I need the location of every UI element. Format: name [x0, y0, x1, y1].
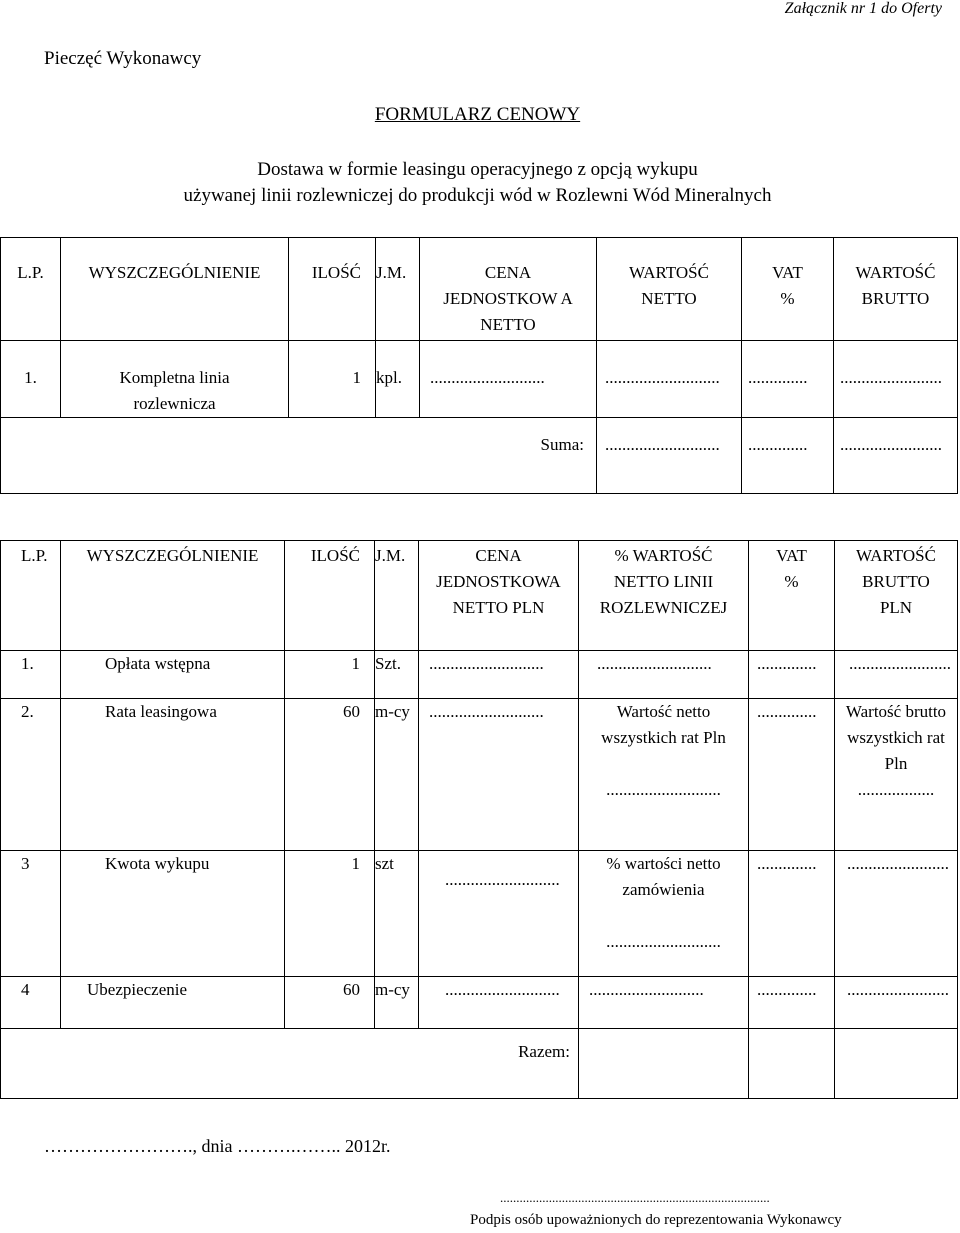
cell-unit: szt [375, 851, 419, 977]
cell-net-value [579, 699, 749, 851]
cell-quantity: 60 [285, 977, 375, 1029]
col-header-net-value: WARTOŚĆ NETTO [597, 238, 742, 341]
cell-lp: 2. [1, 699, 61, 851]
col-header-gross-value: WARTOŚĆ BRUTTO PLN [835, 541, 958, 651]
table-row [1, 977, 958, 1029]
price-table-line [0, 237, 958, 494]
net-order-percent-label: % wartości netto zamówienia [606, 854, 721, 899]
cell-quantity: 1 [285, 851, 375, 977]
subtitle-line-2: używanej linii rozlewniczej do produkcji wód w Rozlewni Wód Mineralnych [183, 185, 772, 206]
cell-unit-price: ........................... [419, 851, 579, 977]
subtitle-line-1: Dostawa w formie leasingu operacyjnego z opcją wykupu [257, 159, 698, 180]
col-header-vat: VAT % [749, 541, 835, 651]
cell-unit: Szt. [375, 651, 419, 699]
sum-label: Suma: [1, 418, 597, 494]
cell-unit: m-cy [375, 977, 419, 1029]
cell-unit-price: ........................... [419, 651, 579, 699]
form-title: FORMULARZ CENOWY [374, 104, 581, 125]
gross-all-installments-label: Wartość brutto wszystkich rat Pln [845, 702, 947, 773]
col-header-unit-price: CENA JEDNOSTKOW A NETTO [420, 238, 597, 341]
table-row [1, 699, 958, 851]
cell-unit-price: ........................... [419, 699, 579, 851]
sum-row [1, 418, 958, 494]
sum-vat: .............. [742, 418, 834, 494]
form-subtitle [0, 157, 955, 209]
net-all-installments-label: Wartość netto wszystkich rat Pln [601, 702, 726, 747]
cell-net-value: ........................... [579, 977, 749, 1029]
total-label: Razem: [1, 1029, 579, 1099]
col-header-unit: J.M. [376, 238, 420, 341]
place-date-line: ……………………., dnia ……….…….. 2012r. [44, 1136, 391, 1156]
cell-gross-value: ........................ [835, 651, 958, 699]
cell-vat: .............. [749, 699, 835, 851]
signature-caption: Podpis osób upoważnionych do reprezentowania Wykonawcy [470, 1212, 842, 1228]
cell-vat: .............. [749, 651, 835, 699]
table-header-row [1, 238, 958, 341]
cell-gross-value: ........................ [835, 851, 958, 977]
cell-description: Kwota wykupu [61, 851, 285, 977]
cell-lp: 1. [1, 651, 61, 699]
table-row [1, 651, 958, 699]
table-header-row [1, 541, 958, 651]
col-header-vat: VAT % [742, 238, 834, 341]
cell-description: Rata leasingowa [61, 699, 285, 851]
cell-quantity: 1 [285, 651, 375, 699]
cell-gross-value: ........................ [835, 977, 958, 1029]
total-row [1, 1029, 958, 1099]
cell-net-value: ........................... [597, 341, 742, 418]
sum-gross-value: ........................ [834, 418, 958, 494]
net-order-percent-dots: ........................... [606, 932, 721, 951]
cell-description: Ubezpieczenie [61, 977, 285, 1029]
cell-description: Kompletna linia rozlewnicza [61, 341, 289, 418]
price-table-leasing [0, 540, 958, 1099]
cell-lp: 4 [1, 977, 61, 1029]
gross-all-installments-dots: .................. [857, 780, 935, 799]
cell-quantity: 60 [285, 699, 375, 851]
table-row [1, 341, 958, 418]
attachment-label: Załącznik nr 1 do Oferty [784, 0, 942, 17]
col-header-unit-price: CENA JEDNOSTKOWA NETTO PLN [419, 541, 579, 651]
cell-quantity: 1 [289, 341, 376, 418]
col-header-quantity: ILOŚĆ [285, 541, 375, 651]
signature-line: ................................................................................... [500, 1190, 770, 1205]
col-header-gross-value: WARTOŚĆ BRUTTO [834, 238, 958, 341]
contractor-stamp-label: Pieczęć Wykonawcy [44, 48, 202, 69]
sum-net-value: ........................... [597, 418, 742, 494]
net-all-installments-dots: ........................... [606, 780, 721, 799]
cell-description: Opłata wstępna [61, 651, 285, 699]
cell-unit: kpl. [376, 341, 420, 418]
cell-gross-value [835, 699, 958, 851]
col-header-net-value: % WARTOŚĆ NETTO LINII ROZLEWNICZEJ [579, 541, 749, 651]
col-header-unit: J.M. [375, 541, 419, 651]
total-vat [749, 1029, 835, 1099]
cell-net-value: ........................... [579, 651, 749, 699]
cell-vat: .............. [749, 851, 835, 977]
col-header-lp: L.P. [1, 238, 61, 341]
col-header-lp: L.P. [1, 541, 61, 651]
cell-lp: 3 [1, 851, 61, 977]
col-header-quantity: ILOŚĆ [289, 238, 376, 341]
cell-gross-value: ........................ [834, 341, 958, 418]
cell-vat: .............. [742, 341, 834, 418]
cell-vat: .............. [749, 977, 835, 1029]
col-header-description: WYSZCZEGÓLNIENIE [61, 541, 285, 651]
cell-net-value [579, 851, 749, 977]
col-header-description: WYSZCZEGÓLNIENIE [61, 238, 289, 341]
table-row [1, 851, 958, 977]
total-gross-value [835, 1029, 958, 1099]
cell-unit: m-cy [375, 699, 419, 851]
cell-unit-price: ........................... [419, 977, 579, 1029]
cell-unit-price: ........................... [420, 341, 597, 418]
cell-lp: 1. [1, 341, 61, 418]
total-net-value [579, 1029, 749, 1099]
